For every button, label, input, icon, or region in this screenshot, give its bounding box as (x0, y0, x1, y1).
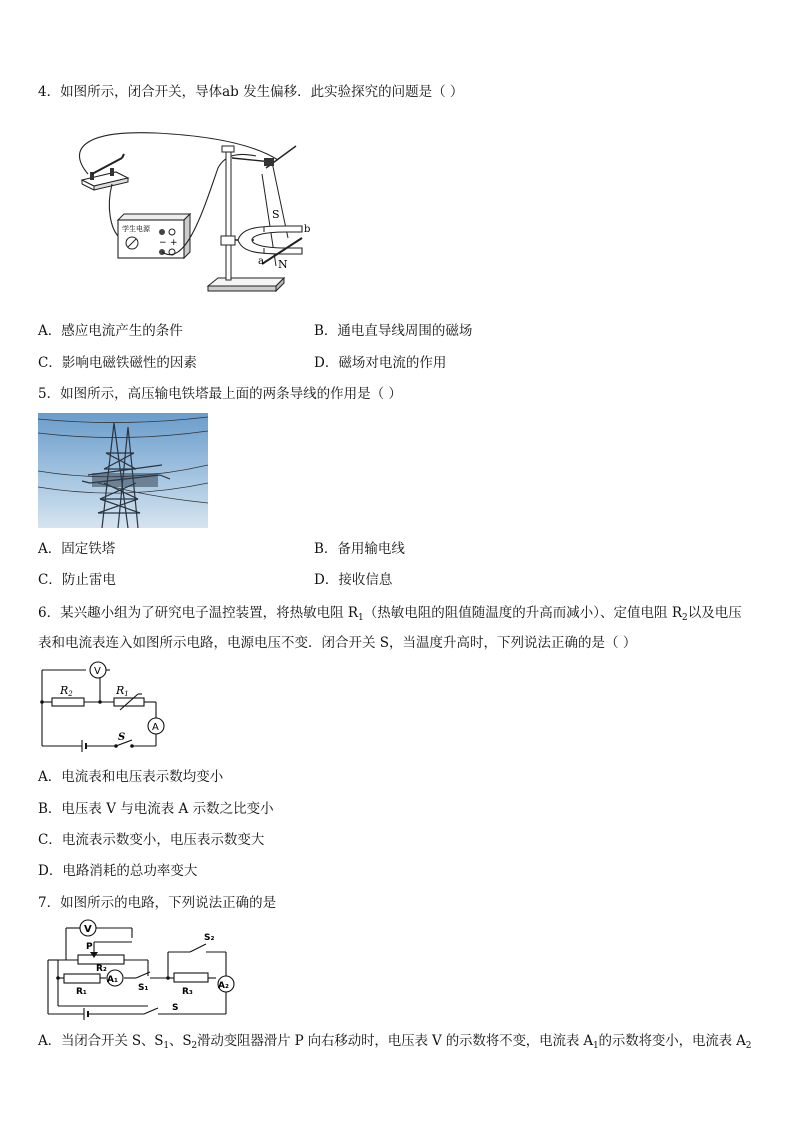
q7-circuit-diagram (44, 918, 244, 1022)
resistor-r2-label: R2 (60, 684, 73, 698)
u-shaped-magnet (238, 226, 302, 254)
conductor-end-b: b (304, 224, 311, 235)
q6-option-d[interactable]: D．电路消耗的总功率变大 (38, 863, 198, 879)
resistor-r1-label: R₁ (76, 987, 87, 997)
svg-text:−: − (159, 238, 167, 248)
q4-option-d[interactable]: D．磁场对电流的作用 (314, 355, 447, 371)
q6-circuit-diagram (38, 658, 178, 754)
q5-option-a[interactable]: A．固定铁塔 (38, 541, 116, 557)
switch-s1-label: S₁ (138, 983, 149, 993)
resistor-r3-label: R₃ (182, 987, 193, 997)
q5-photo-transmission-tower (38, 413, 208, 528)
resistor-r2-label: R₂ (96, 964, 107, 974)
q6-stem-line-1: 6．某兴趣小组为了研究电子温控装置，将热敏电阻 $R_1$（热敏电阻的阻值随温度的升高而减小）、定值电阻 $R_2$以及电压 (38, 605, 742, 623)
magnet-pole-s: S (272, 208, 280, 221)
voltmeter-label: V (84, 924, 92, 935)
switch-s2-label: S₂ (204, 933, 215, 943)
voltmeter-label: V (94, 666, 101, 677)
thermistor-r1-label: R1 (116, 684, 129, 698)
slider-p-label: P (86, 942, 93, 952)
q6-stem-line-2: 表和电流表连入如图所示电路，电源电压不变．闭合开关 S，当温度升高时，下列说法正确的是（ ） (38, 635, 637, 651)
knife-switch (82, 154, 128, 190)
switch-s-label: S (118, 732, 126, 743)
conductor-end-a: a (258, 256, 264, 267)
q6-option-b[interactable]: B．电压表 V 与电流表 A 示数之比变小 (38, 801, 274, 817)
power-supply-label: 学生电源 (122, 225, 150, 233)
q4-figure-electromagnetic-experiment (66, 128, 336, 300)
ammeter-a1-label: A₁ (107, 975, 118, 985)
q5-stem: 5．如图所示，高压输电铁塔最上面的两条导线的作用是（ ） (38, 386, 402, 402)
q4-stem: 4．如图所示，闭合开关，导体ab 发生偏移．此实验探究的问题是（ ） (38, 84, 464, 100)
magnet-pole-n: N (278, 258, 288, 271)
q7-stem: 7．如图所示的电路，下列说法正确的是 (38, 895, 277, 911)
q4-option-b[interactable]: B．通电直导线周围的磁场 (314, 323, 473, 339)
q6-option-c[interactable]: C．电流表示数变小，电压表示数变大 (38, 832, 265, 848)
q7-option-a[interactable]: A．当闭合开关 S、$S_1$、$S_2$滑动变阻器滑片 P 向右移动时，电压表 V 的示数将不变，电流表 $A_1$的示数将变小，电流表 $A_2$ (38, 1033, 752, 1051)
q5-option-c[interactable]: C．防止雷电 (38, 572, 116, 588)
switch-s-label: S (172, 1003, 179, 1013)
q4-option-a[interactable]: A．感应电流产生的条件 (38, 323, 183, 339)
svg-text:+: + (170, 238, 178, 248)
q5-option-b[interactable]: B．备用输电线 (314, 541, 405, 557)
q5-option-d[interactable]: D．接收信息 (314, 572, 393, 588)
q4-option-c[interactable]: C．影响电磁铁磁性的因素 (38, 355, 197, 371)
ammeter-a2-label: A₂ (218, 981, 229, 991)
ammeter-label: A (152, 722, 159, 733)
q6-option-a[interactable]: A．电流表和电压表示数均变小 (38, 769, 224, 785)
